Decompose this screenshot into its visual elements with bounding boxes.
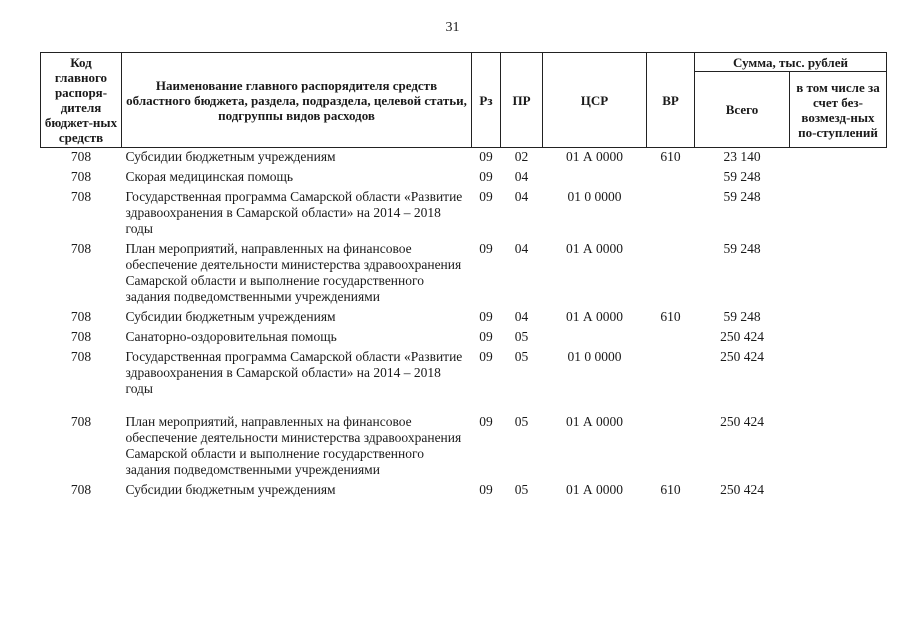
cell-vr [647, 240, 695, 308]
cell-pr: 05 [514, 349, 529, 364]
cell-vr [647, 348, 695, 413]
table-row [41, 328, 887, 348]
cell-code: 708 [70, 309, 92, 324]
cell-rz: 09 [479, 241, 493, 256]
cell-rz: 09 [479, 309, 493, 324]
budget-table [40, 52, 887, 501]
table-row [41, 481, 887, 501]
cell-total: 250 424 [720, 349, 764, 364]
cell-name: Государственная программа Самарской области «Развитие здравоохранения в Самарской области» на 2014 – 2018 годы [125, 189, 463, 236]
cell-name: План мероприятий, направленных на финансовое обеспечение деятельности министерства здравоохранения Самарской области и выполнение государственного задания подведомственными учреждениями [125, 241, 462, 304]
table-row [41, 148, 887, 169]
cell-name: Санаторно-оздоровительная помощь [125, 329, 337, 344]
header-name: Наименование главного распорядителя средств областного бюджета, раздела, подраздела, целевой статьи, подгруппы видов расходов [122, 53, 472, 148]
cell-name: Субсидии бюджетным учреждениям [125, 309, 336, 324]
cell-name: Государственная программа Самарской области «Развитие здравоохранения в Самарской области» на 2014 – 2018 годы [125, 349, 463, 396]
cell-csr: 01 А 0000 [566, 482, 623, 497]
cell-vr: 610 [660, 149, 681, 164]
cell-total: 59 248 [723, 169, 761, 184]
header-rz: Рз [472, 53, 501, 148]
cell-rz: 09 [479, 349, 493, 364]
cell-pr: 05 [514, 414, 529, 429]
cell-incl [790, 168, 887, 188]
cell-total: 250 424 [720, 329, 764, 344]
cell-code: 708 [70, 482, 92, 497]
cell-csr: 01 0 0000 [567, 349, 622, 364]
cell-csr: 01 А 0000 [566, 414, 623, 429]
cell-incl [790, 148, 887, 169]
cell-csr: 01 А 0000 [566, 309, 623, 324]
cell-code: 708 [70, 241, 92, 256]
cell-pr: 02 [514, 149, 529, 164]
header-total: Всего [695, 72, 790, 148]
cell-code: 708 [70, 189, 92, 204]
cell-rz: 09 [479, 329, 493, 344]
cell-incl [790, 240, 887, 308]
cell-csr [543, 168, 647, 188]
cell-code: 708 [70, 329, 92, 344]
header-pr: ПР [501, 53, 543, 148]
header-code: Код главного распоря-дителя бюджет-ных средств [41, 53, 122, 148]
cell-pr: 04 [514, 169, 529, 184]
page-number: 31 [445, 20, 460, 35]
cell-total: 250 424 [720, 414, 764, 429]
cell-name: План мероприятий, направленных на финансовое обеспечение деятельности министерства здравоохранения Самарской области и выполнение государственного задания подведомственными учреждениями [125, 414, 462, 477]
cell-rz: 09 [479, 482, 493, 497]
cell-incl [790, 413, 887, 481]
cell-rz: 09 [479, 414, 493, 429]
cell-total: 250 424 [720, 482, 764, 497]
cell-incl [790, 481, 887, 501]
header-incl: в том числе за счет без-возмезд-ных по-ступлений [790, 72, 887, 148]
cell-vr: 610 [660, 482, 681, 497]
cell-vr [647, 413, 695, 481]
header-csr: ЦСР [543, 53, 647, 148]
table-header [41, 53, 887, 148]
cell-incl [790, 348, 887, 413]
cell-code: 708 [70, 414, 92, 429]
cell-total: 23 140 [723, 149, 761, 164]
cell-incl [790, 328, 887, 348]
cell-vr [647, 328, 695, 348]
cell-total: 59 248 [723, 309, 761, 324]
cell-total: 59 248 [723, 241, 761, 256]
cell-name: Субсидии бюджетным учреждениям [125, 482, 336, 497]
cell-name: Скорая медицинская помощь [125, 169, 294, 184]
cell-vr [647, 168, 695, 188]
header-vr: ВР [647, 53, 695, 148]
cell-code: 708 [70, 149, 92, 164]
cell-pr: 04 [514, 309, 529, 324]
cell-csr: 01 А 0000 [566, 149, 623, 164]
table-row [41, 188, 887, 240]
cell-pr: 05 [514, 329, 529, 344]
table-row [41, 240, 887, 308]
cell-code: 708 [70, 349, 92, 364]
header-sum: Сумма, тыс. рублей [695, 53, 887, 72]
cell-vr: 610 [660, 309, 681, 324]
cell-pr: 05 [514, 482, 529, 497]
cell-code: 708 [70, 169, 92, 184]
cell-vr [647, 188, 695, 240]
cell-rz: 09 [479, 149, 493, 164]
cell-csr: 01 А 0000 [566, 241, 623, 256]
cell-pr: 04 [514, 189, 529, 204]
cell-name: Субсидии бюджетным учреждениям [125, 149, 336, 164]
cell-total: 59 248 [723, 189, 761, 204]
cell-rz: 09 [479, 169, 493, 184]
table-row [41, 168, 887, 188]
cell-csr [543, 328, 647, 348]
cell-pr: 04 [514, 241, 529, 256]
cell-incl [790, 188, 887, 240]
cell-csr: 01 0 0000 [567, 189, 622, 204]
cell-rz: 09 [479, 189, 493, 204]
table-row [41, 308, 887, 328]
cell-incl [790, 308, 887, 328]
table-row [41, 413, 887, 481]
table-body [41, 148, 887, 502]
table-row [41, 348, 887, 413]
